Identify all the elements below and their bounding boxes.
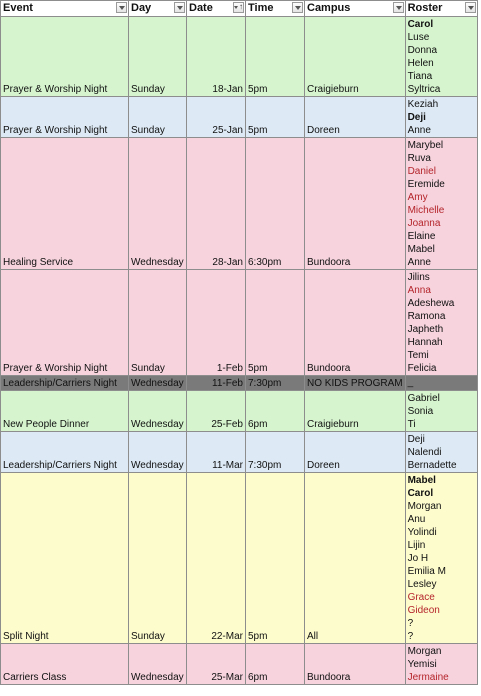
- roster-name: Jermaine: [407, 672, 449, 683]
- roster-name: Joanna: [407, 218, 441, 229]
- roster-name: Keziah: [407, 99, 439, 110]
- roster-cell[interactable]: [405, 17, 477, 97]
- date-value: 25-Mar: [211, 672, 243, 683]
- campus-value: Doreen: [307, 125, 340, 136]
- sort-ascending-filter-icon[interactable]: [233, 2, 244, 13]
- roster-name: Jo H: [407, 553, 429, 564]
- roster-name: Jilins: [407, 272, 430, 283]
- roster-name: Carol: [407, 488, 434, 499]
- roster-name: Emilia M: [407, 566, 446, 577]
- day-cell[interactable]: [129, 391, 187, 432]
- event-value: Healing Service: [3, 257, 74, 268]
- roster-name: Michelle: [407, 205, 445, 216]
- roster-name: ?: [407, 618, 414, 629]
- header-time: [246, 1, 305, 17]
- day-value: Sunday: [131, 363, 165, 374]
- day-value: Wednesday: [131, 378, 184, 389]
- roster-name: Lijin: [407, 540, 426, 551]
- roster-name: Nalendi: [407, 447, 442, 458]
- roster-name: Adeshewa: [407, 298, 455, 309]
- event-cell[interactable]: [1, 138, 129, 270]
- event-cell[interactable]: [1, 391, 129, 432]
- time-value: 7:30pm: [248, 378, 282, 389]
- time-cell[interactable]: [246, 391, 305, 432]
- day-cell[interactable]: [129, 97, 187, 138]
- event-cell[interactable]: [1, 644, 129, 685]
- event-cell[interactable]: [1, 270, 129, 376]
- table-body: [1, 17, 478, 685]
- roster-name: Eremide: [407, 179, 445, 190]
- day-cell[interactable]: [129, 644, 187, 685]
- date-cell[interactable]: [187, 644, 246, 685]
- day-cell[interactable]: [129, 432, 187, 473]
- roster-name: Anne: [407, 257, 431, 268]
- day-cell[interactable]: [129, 270, 187, 376]
- roster-name: Ti: [407, 419, 416, 430]
- event-value: Prayer & Worship Night: [3, 125, 108, 136]
- header-day-label: Day: [131, 2, 152, 14]
- event-cell[interactable]: [1, 376, 129, 391]
- time-cell[interactable]: [246, 138, 305, 270]
- time-value: 6pm: [248, 672, 268, 683]
- table-row: [1, 376, 478, 391]
- campus-cell[interactable]: [305, 97, 406, 138]
- time-cell[interactable]: [246, 270, 305, 376]
- roster-cell[interactable]: [405, 270, 477, 376]
- roster-name: Mabel: [407, 244, 435, 255]
- date-cell[interactable]: [187, 391, 246, 432]
- table-row: [1, 644, 478, 685]
- date-value: 11-Feb: [212, 378, 243, 389]
- day-value: Wednesday: [131, 460, 184, 471]
- date-cell[interactable]: [187, 138, 246, 270]
- date-value: 25-Feb: [211, 419, 243, 430]
- date-value: 11-Mar: [212, 460, 243, 471]
- time-value: 7:30pm: [248, 460, 282, 471]
- roster-cell[interactable]: [405, 644, 477, 685]
- roster-name: Anne: [407, 125, 431, 136]
- event-value: Carriers Class: [3, 672, 67, 683]
- roster-name: Anu: [407, 514, 426, 525]
- campus-value: Craigieburn: [307, 419, 359, 430]
- filter-dropdown-icon[interactable]: [393, 2, 404, 13]
- roster-cell[interactable]: [405, 391, 477, 432]
- roster-name: Donna: [407, 45, 438, 56]
- roster-cell[interactable]: [405, 432, 477, 473]
- event-value: Split Night: [3, 631, 49, 642]
- roster-name: Felicia: [407, 363, 437, 374]
- day-cell[interactable]: [129, 376, 187, 391]
- roster-name: Morgan: [407, 501, 442, 512]
- event-cell[interactable]: [1, 17, 129, 97]
- filter-dropdown-icon[interactable]: [465, 2, 476, 13]
- header-day: [129, 1, 187, 17]
- roster-cell[interactable]: [405, 138, 477, 270]
- table-row: [1, 473, 478, 644]
- campus-value: Craigieburn: [307, 84, 359, 95]
- filter-dropdown-icon[interactable]: [174, 2, 185, 13]
- event-value: Leadership/Carriers Night: [3, 378, 117, 389]
- event-value: New People Dinner: [3, 419, 90, 430]
- roster-name: Deji: [407, 434, 425, 445]
- roster-name: Carol: [407, 19, 434, 30]
- date-cell[interactable]: [187, 17, 246, 97]
- time-value: 5pm: [248, 363, 268, 374]
- time-value: 6:30pm: [248, 257, 282, 268]
- date-cell[interactable]: [187, 270, 246, 376]
- header-date: [187, 1, 246, 17]
- roster-name: Amy: [407, 192, 428, 203]
- roster-name: Gideon: [407, 605, 440, 616]
- roster-cell[interactable]: [405, 473, 477, 644]
- date-value: 25-Jan: [212, 125, 243, 136]
- header-event-label: Event: [3, 2, 33, 14]
- header-time-label: Time: [248, 2, 274, 14]
- campus-cell[interactable]: [305, 376, 406, 391]
- filter-dropdown-icon[interactable]: [116, 2, 127, 13]
- roster-name: Sonia: [407, 406, 434, 417]
- roster-name: Morgan: [407, 646, 442, 657]
- day-cell[interactable]: [129, 138, 187, 270]
- table-row: [1, 391, 478, 432]
- event-value: Prayer & Worship Night: [3, 84, 108, 95]
- time-value: 5pm: [248, 84, 268, 95]
- table-row: [1, 432, 478, 473]
- roster-name: Bernadette: [407, 460, 457, 471]
- day-cell[interactable]: [129, 473, 187, 644]
- roster-name: Gabriel: [407, 393, 440, 404]
- table-row: [1, 138, 478, 270]
- table-row: [1, 17, 478, 97]
- date-value: 18-Jan: [212, 84, 243, 95]
- roster-name: Ramona: [407, 311, 446, 322]
- header-row: [1, 1, 478, 17]
- time-cell[interactable]: [246, 473, 305, 644]
- roster-name: Temi: [407, 350, 429, 361]
- roster-name: Hannah: [407, 337, 443, 348]
- roster-name: Syltrica: [407, 84, 441, 95]
- date-cell[interactable]: [187, 376, 246, 391]
- campus-value: Bundoora: [307, 672, 351, 683]
- header-roster-label: Roster: [407, 2, 443, 14]
- header-event: [1, 1, 129, 17]
- roster-name: Daniel: [407, 166, 436, 177]
- filter-dropdown-icon[interactable]: [292, 2, 303, 13]
- table-row: [1, 97, 478, 138]
- time-value: 5pm: [248, 125, 268, 136]
- day-value: Sunday: [131, 125, 165, 136]
- roster-cell[interactable]: [405, 97, 477, 138]
- campus-value: Bundoora: [307, 363, 351, 374]
- campus-cell[interactable]: [305, 270, 406, 376]
- day-cell[interactable]: [129, 17, 187, 97]
- roster-cell[interactable]: [405, 376, 477, 391]
- day-value: Wednesday: [131, 419, 184, 430]
- campus-cell[interactable]: [305, 473, 406, 644]
- campus-value: Bundoora: [307, 257, 351, 268]
- roster-name: Grace: [407, 592, 435, 603]
- time-cell[interactable]: [246, 376, 305, 391]
- campus-value: Doreen: [307, 460, 340, 471]
- header-date-label: Date: [189, 2, 213, 14]
- roster-name: Japheth: [407, 324, 444, 335]
- event-cell[interactable]: [1, 432, 129, 473]
- date-value: 28-Jan: [212, 257, 243, 268]
- roster-name: _: [407, 377, 414, 388]
- event-cell[interactable]: [1, 473, 129, 644]
- date-cell[interactable]: [187, 432, 246, 473]
- event-value: Leadership/Carriers Night: [3, 460, 117, 471]
- roster-name: Yolindi: [407, 527, 437, 538]
- roster-name: Mabel: [407, 475, 436, 486]
- roster-name: Luse: [407, 32, 430, 43]
- campus-cell[interactable]: [305, 17, 406, 97]
- date-value: 22-Mar: [211, 631, 243, 642]
- header-roster: [405, 1, 477, 17]
- day-value: Sunday: [131, 84, 165, 95]
- campus-value: NO KIDS PROGRAM: [307, 378, 403, 389]
- roster-name: Elaine: [407, 231, 436, 242]
- day-value: Sunday: [131, 631, 165, 642]
- campus-cell[interactable]: [305, 391, 406, 432]
- roster-name: Deji: [407, 112, 426, 123]
- date-value: 1-Feb: [216, 363, 243, 374]
- day-value: Wednesday: [131, 672, 184, 683]
- header-campus: [305, 1, 406, 17]
- roster-name: Lesley: [407, 579, 437, 590]
- campus-cell[interactable]: [305, 138, 406, 270]
- roster-name: Yemisi: [407, 659, 437, 670]
- date-cell[interactable]: [187, 473, 246, 644]
- time-cell[interactable]: [246, 644, 305, 685]
- campus-value: All: [307, 631, 319, 642]
- campus-cell[interactable]: [305, 644, 406, 685]
- roster-name: Helen: [407, 58, 434, 69]
- roster-name: Ruva: [407, 153, 431, 164]
- header-campus-label: Campus: [307, 2, 351, 14]
- time-cell[interactable]: [246, 17, 305, 97]
- date-cell[interactable]: [187, 97, 246, 138]
- time-cell[interactable]: [246, 432, 305, 473]
- roster-name: Anna: [407, 285, 431, 296]
- roster-name: Marybel: [407, 140, 444, 151]
- time-cell[interactable]: [246, 97, 305, 138]
- day-value: Wednesday: [131, 257, 184, 268]
- roster-name: Tiana: [407, 71, 433, 82]
- time-value: 5pm: [248, 631, 268, 642]
- event-value: Prayer & Worship Night: [3, 363, 108, 374]
- table-row: [1, 270, 478, 376]
- roster-name: ?: [407, 631, 414, 642]
- event-cell[interactable]: [1, 97, 129, 138]
- campus-cell[interactable]: [305, 432, 406, 473]
- time-value: 6pm: [248, 419, 268, 430]
